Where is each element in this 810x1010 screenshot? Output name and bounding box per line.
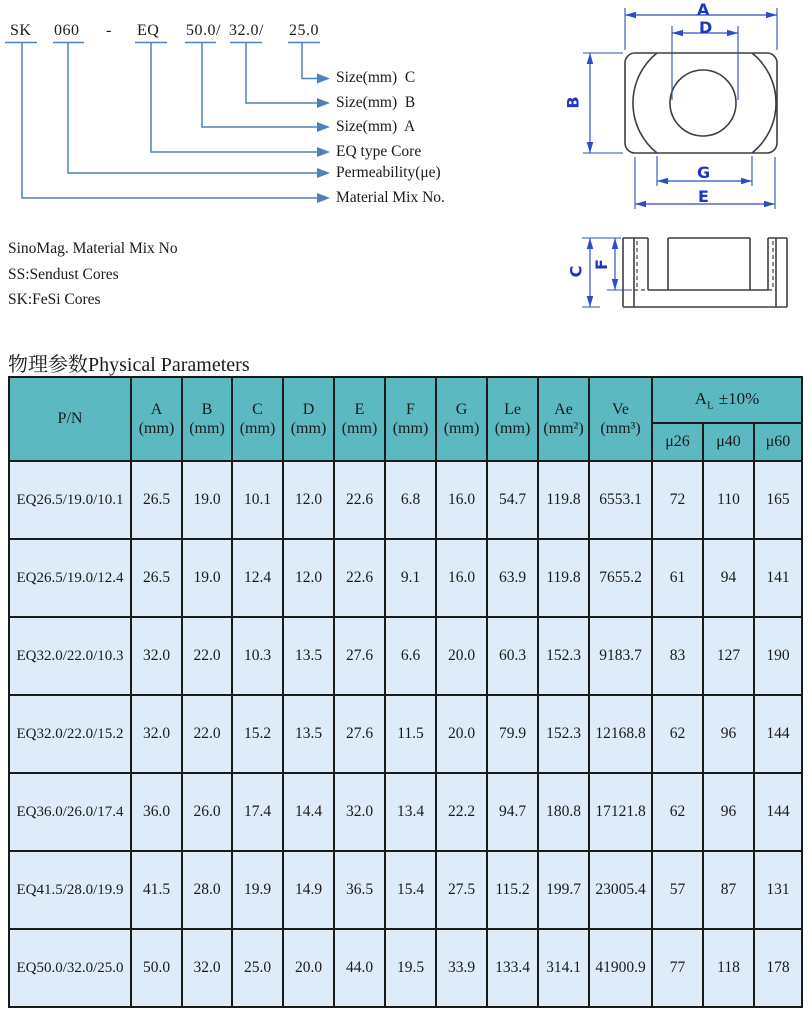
cell-value: 36.0 [131,773,182,851]
cell-value: 144 [754,695,802,773]
cell-value: 63.9 [487,539,538,617]
note-sendust: SS:Sendust Cores [8,266,119,283]
cell-pn: EQ50.0/32.0/25.0 [9,929,131,1007]
cell-value: 26.0 [182,773,232,851]
cell-value: 6.6 [385,617,436,695]
cell-value: 32.0 [334,773,385,851]
section-title: 物理参数Physical Parameters [8,354,250,376]
note-material-mix: SinoMag. Material Mix No [8,240,178,257]
cell-pn: EQ32.0/22.0/10.3 [9,617,131,695]
callout-size-a: Size(mm) A [336,118,416,135]
callout-permeability: Permeability(μe) [336,164,441,181]
col-letter: B [201,401,213,418]
leader-lines [5,43,320,199]
col-unit: (mm) [239,420,276,437]
header-col-e [334,377,385,461]
callout-size-b: Size(mm) B [336,94,416,111]
cell-value: 141 [754,539,802,617]
cell-value: 27.5 [436,851,487,929]
cell-value: 27.6 [334,695,385,773]
cell-value: 152.3 [538,617,589,695]
cell-value: 61 [652,539,703,617]
table-row [9,539,802,617]
header-pn: P/N [9,377,131,461]
table-row [9,929,802,1007]
col-unit: (mm) [341,420,378,437]
core-side-view [623,238,787,307]
header-col-a [131,377,182,461]
cell-value: 41.5 [131,851,182,929]
header-col-le [487,377,538,461]
cell-value: 119.8 [538,539,589,617]
pn-segment-material: SK [10,22,32,39]
header-col-ae [538,377,589,461]
cell-value: 9.1 [385,539,436,617]
col-letter: G [455,401,468,418]
header-mu40: μ40 [703,423,754,461]
cell-value: 127 [703,617,754,695]
cell-value: 25.0 [232,929,283,1007]
col-unit: (mm) [494,420,531,437]
cell-pn: EQ26.5/19.0/12.4 [9,539,131,617]
cell-value: 16.0 [436,461,487,539]
cell-value: 23005.4 [589,851,652,929]
dim-label-e: E [698,187,709,206]
table-row [9,617,802,695]
cell-value: 12.0 [283,461,334,539]
pn-segment-size-c: 25.0 [289,22,319,39]
cell-value: 9183.7 [589,617,652,695]
cell-value: 180.8 [538,773,589,851]
cell-value: 15.2 [232,695,283,773]
cell-value: 94 [703,539,754,617]
cell-value: 83 [652,617,703,695]
cell-value: 152.3 [538,695,589,773]
cell-value: 20.0 [283,929,334,1007]
cell-value: 13.5 [283,695,334,773]
pn-segment-size-b: 32.0/ [229,22,264,39]
cell-value: 119.8 [538,461,589,539]
header-col-c [232,377,283,461]
header-mu26: μ26 [652,423,703,461]
cell-value: 20.0 [436,695,487,773]
header-al-tolerance [652,377,802,423]
al-symbol: A [694,388,708,408]
table-row [9,695,802,773]
cell-value: 33.9 [436,929,487,1007]
header-col-f [385,377,436,461]
cell-value: 44.0 [334,929,385,1007]
cell-value: 6553.1 [589,461,652,539]
cell-value: 62 [652,773,703,851]
pn-segment-dash: - [106,22,112,39]
cell-value: 17121.8 [589,773,652,851]
cell-value: 41900.9 [589,929,652,1007]
cell-value: 133.4 [487,929,538,1007]
cell-value: 28.0 [182,851,232,929]
cell-value: 10.3 [232,617,283,695]
note-fesi: SK:FeSi Cores [8,291,101,308]
header-col-d [283,377,334,461]
dim-label-g: G [697,163,711,182]
cell-value: 12.0 [283,539,334,617]
cell-value: 32.0 [131,695,182,773]
cell-pn: EQ41.5/28.0/19.9 [9,851,131,929]
cell-value: 26.5 [131,461,182,539]
table-wrapper [8,376,803,1008]
col-unit: (mm²) [543,420,584,437]
col-letter: Le [504,401,521,418]
cell-value: 36.5 [334,851,385,929]
cell-value: 22.0 [182,617,232,695]
col-letter: D [302,401,315,418]
table-row [9,851,802,929]
col-letter: F [406,401,415,418]
col-unit: (mm) [290,420,327,437]
pn-segment-permeability: 060 [54,22,80,39]
cell-value: 50.0 [131,929,182,1007]
cell-value: 77 [652,929,703,1007]
cell-value: 87 [703,851,754,929]
cell-value: 14.4 [283,773,334,851]
col-unit: (mm) [443,420,480,437]
cell-value: 10.1 [232,461,283,539]
cell-pn: EQ26.5/19.0/10.1 [9,461,131,539]
cell-value: 115.2 [487,851,538,929]
cell-value: 79.9 [487,695,538,773]
cell-value: 118 [703,929,754,1007]
col-unit: (mm) [138,420,175,437]
cell-value: 11.5 [385,695,436,773]
dim-label-a: A [697,0,710,19]
cell-value: 110 [703,461,754,539]
cell-value: 22.6 [334,539,385,617]
cell-value: 22.0 [182,695,232,773]
cell-value: 12.4 [232,539,283,617]
cell-value: 178 [754,929,802,1007]
core-top-view [625,53,777,153]
col-letter: Ve [612,401,629,418]
physical-parameters-table [8,376,803,1008]
cell-value: 32.0 [131,617,182,695]
col-letter: Ae [554,401,573,418]
col-letter: A [150,401,163,418]
cell-pn: EQ36.0/26.0/17.4 [9,773,131,851]
header-col-g [436,377,487,461]
leader-arrowheads [317,74,330,204]
table-body [9,461,802,1007]
cell-value: 96 [703,695,754,773]
col-unit: (mm) [392,420,429,437]
cell-value: 16.0 [436,539,487,617]
cell-value: 12168.8 [589,695,652,773]
table-row [9,461,802,539]
col-letter: E [354,401,365,418]
dim-label-d: D [699,18,713,37]
dim-label-f: F [591,259,611,270]
col-unit: (mm) [189,420,225,437]
cell-value: 15.4 [385,851,436,929]
cell-value: 19.9 [232,851,283,929]
cell-value: 190 [754,617,802,695]
cell-value: 199.7 [538,851,589,929]
header-col-ve [589,377,652,461]
cell-value: 14.9 [283,851,334,929]
cell-value: 144 [754,773,802,851]
cell-value: 17.4 [232,773,283,851]
callout-size-c: Size(mm) C [336,69,416,86]
cell-value: 32.0 [182,929,232,1007]
cell-value: 165 [754,461,802,539]
callout-material: Material Mix No. [336,189,445,206]
callout-core-type: EQ type Core [336,143,422,160]
al-tolerance: ±10% [718,388,760,408]
cell-value: 22.2 [436,773,487,851]
cell-value: 13.5 [283,617,334,695]
cell-value: 6.8 [385,461,436,539]
pn-segment-size-a: 50.0/ [186,22,221,39]
dim-label-b: B [563,96,583,109]
cell-value: 314.1 [538,929,589,1007]
cell-value: 19.0 [182,461,232,539]
cell-value: 27.6 [334,617,385,695]
cell-value: 54.7 [487,461,538,539]
header-col-b [182,377,232,461]
header-mu60: μ60 [754,423,802,461]
cell-value: 60.3 [487,617,538,695]
cell-value: 19.0 [182,539,232,617]
cell-value: 131 [754,851,802,929]
cell-value: 57 [652,851,703,929]
table-row [9,773,802,851]
cell-value: 26.5 [131,539,182,617]
pn-segment-core-type: EQ [137,22,160,39]
cell-value: 96 [703,773,754,851]
al-subscript: L [707,399,714,412]
col-unit: (mm³) [600,420,641,437]
cell-value: 19.5 [385,929,436,1007]
cell-value: 7655.2 [589,539,652,617]
col-letter: C [252,401,263,418]
cell-value: 72 [652,461,703,539]
cell-value: 62 [652,695,703,773]
cell-pn: EQ32.0/22.0/15.2 [9,695,131,773]
cell-value: 94.7 [487,773,538,851]
dim-label-c: C [566,265,586,278]
cell-value: 22.6 [334,461,385,539]
cell-value: 20.0 [436,617,487,695]
cell-value: 13.4 [385,773,436,851]
